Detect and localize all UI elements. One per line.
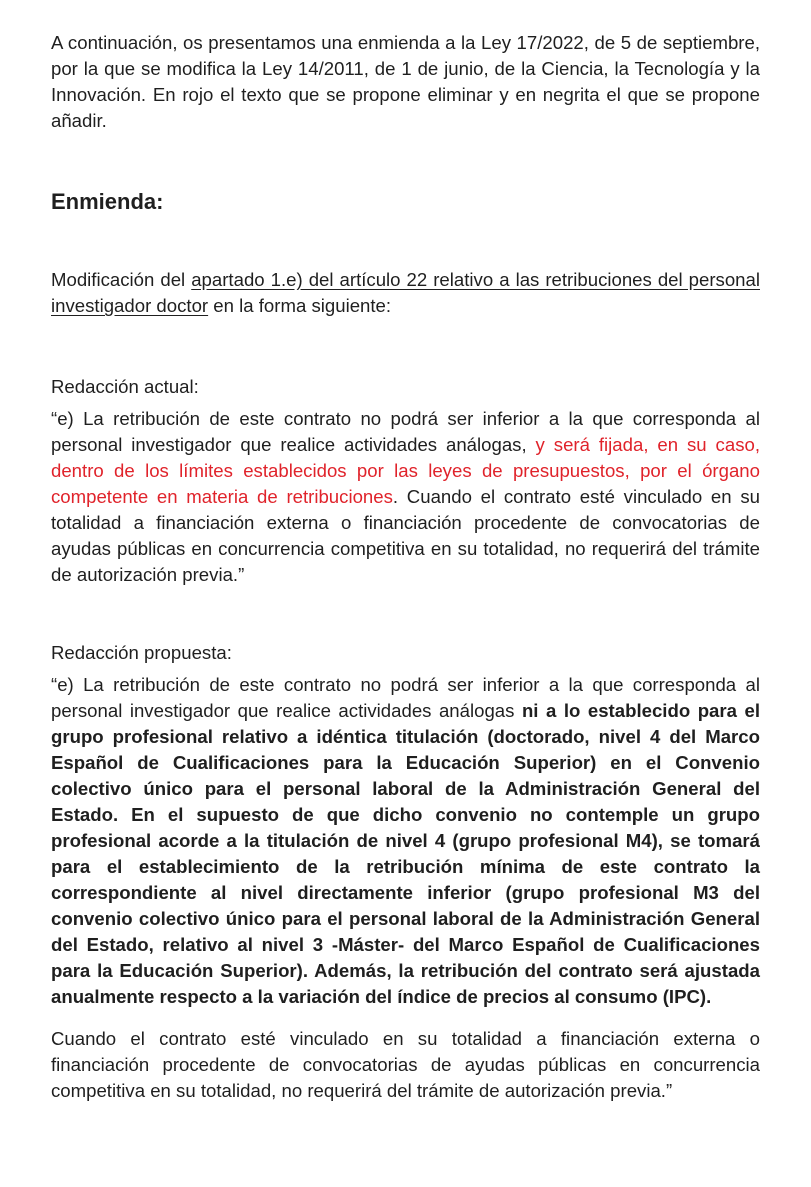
modification-prefix: Modificación del — [51, 269, 192, 290]
proposed-text-before: “e) La retribución de este contrato no podrá ser inferior a la que corresponda al personal investigador que realice actividades análogas — [51, 674, 760, 721]
proposed-wording-label: Redacción propuesta: — [51, 642, 232, 663]
proposed-text-added: ni a lo establecido para el grupo profesional relativo a idéntica titulación (doctorado, nivel 4 del Marco Español de Cualificaciones para la Educación Superior) en el Convenio colectivo único para el personal laboral de la Administración General del Estado. En el supuesto de que dicho convenio no contemple un grupo profesional acorde a la titulación de nivel 4 (grupo profesional M4), se tomará para el establecimiento de la retribución mínima de este contrato la correspondiente al nivel directamente inferior (grupo profesional M3 del convenio colectivo único para el personal laboral de la Administración General del Estado, relativo al nivel 3 -Máster- del Marco Español de Cualificaciones para la Educación Superior). Además, la retribución del contrato será ajustada anualmente respecto a la variación del índice de precios al consumo (IPC). — [51, 700, 760, 1007]
current-text-before: “e) La retribución de este contrato no podrá ser inferior a la que corresponda al personal investigador que realice actividades análogas, — [51, 408, 760, 455]
current-text-removed: y será fijada, en su caso, dentro de los límites establecidos por las leyes de presupuestos, por el órgano competente en materia de retribuciones — [51, 434, 760, 507]
proposed-closing-paragraph: Cuando el contrato esté vinculado en su totalidad a financiación externa o financiación procedente de convocatorias de ayudas públicas en concurrencia competitiva en su totalidad, no requerirá del trámite de autorización previa.” — [51, 1028, 760, 1101]
modification-target: apartado 1.e) del artículo 22 relativo a las retribuciones del personal investigador doctor — [51, 269, 760, 316]
current-text-after: . Cuando el contrato esté vinculado en su totalidad a financiación externa o financiación procedente de convocatorias de ayudas públicas en concurrencia competitiva en su totalidad, no requerirá del trámite de autorización previa.” — [51, 486, 760, 585]
intro-paragraph: A continuación, os presentamos una enmienda a la Ley 17/2022, de 5 de septiembre, por la que se modifica la Ley 14/2011, de 1 de junio, de la Ciencia, la Tecnología y la Innovación. En rojo el texto que se propone eliminar y en negrita el que se propone añadir. — [51, 32, 760, 131]
section-heading: Enmienda: — [51, 189, 164, 214]
modification-paragraph — [51, 267, 760, 319]
current-wording-label: Redacción actual: — [51, 376, 199, 397]
current-wording-text — [51, 406, 760, 588]
modification-suffix: en la forma siguiente: — [208, 295, 392, 316]
proposed-wording-text — [51, 672, 760, 1010]
